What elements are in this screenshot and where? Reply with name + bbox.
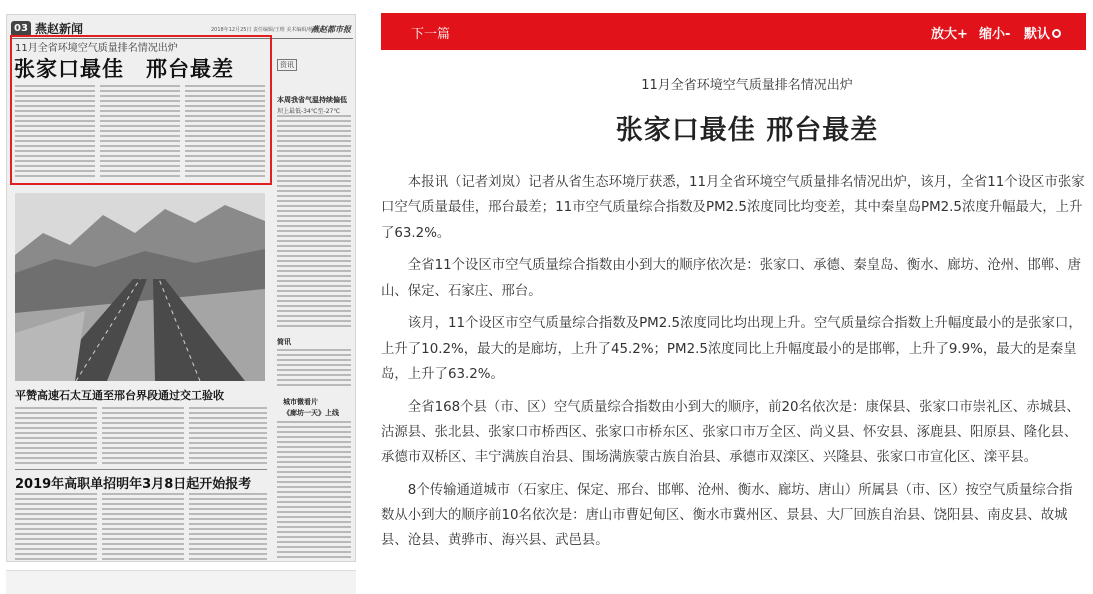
article-paragraph: 8个传输通道城市（石家庄、保定、邢台、邯郸、沧州、衡水、廊坊、唐山）所属县（市、区）按空气质量综合指数从小到大的顺序前10名依次是：唐山市曹妃甸区、衡水市冀州区、景县、大厂回族自治县、饶阳县、南皮县、故城县、沧县、黄骅市、海兴县、武邑县。 <box>381 482 1073 549</box>
date-line: 2018年12月25日 责任编辑/王维 美术编辑/杨宇 <box>211 27 318 33</box>
article-paragraph: 全省168个县（市、区）空气质量综合指数由小到大的顺序，前20名依次是：康保县、张家口市崇礼区、赤城县、沽源县、张北县、张家口市桥西区、张家口市桥东区、张家口市万全区、尚义县、怀安县、涿鹿县、阳原县、隆化县、承德市双桥区、丰宁满族自治县、围场满族蒙古族自治县、承德市双滦区、兴隆县、张家口市宣化区、滦平县。 <box>381 399 1080 466</box>
brief-news-title: 简讯 <box>277 338 291 346</box>
zoom-out-button[interactable]: 缩小- <box>979 27 1011 42</box>
divider <box>15 469 267 470</box>
zoom-in-button[interactable]: 放大+ <box>931 27 968 42</box>
highway-photo <box>15 193 265 381</box>
side-tag: 资讯 <box>277 59 297 71</box>
text-column <box>15 493 97 562</box>
reset-label: 默认 <box>1024 27 1051 42</box>
text-column <box>277 421 351 561</box>
article-toolbar <box>381 13 1086 50</box>
reset-circle-icon <box>1052 29 1061 38</box>
newspaper-logo: 燕赵都市报 <box>311 25 351 34</box>
article-body <box>381 170 1085 561</box>
side-article-subtitle: 坝上最低-34℃至-27℃ <box>277 108 341 115</box>
reset-zoom-button[interactable] <box>1024 23 1061 42</box>
text-column <box>277 115 351 330</box>
article-title: 张家口最佳 邢台最差 <box>615 115 879 146</box>
thumb-article-subtitle: 11月全省环境空气质量排名情况出炉 <box>15 43 178 54</box>
article-paragraph: 该月，11个设区市空气质量综合指数及PM2.5浓度同比均出现上升。空气质量综合指数上升幅度最小的是张家口，上升了10.2%，最大的是廊坊，上升了45.2%；PM2.5浓度同比上升幅度最小的是邯郸，上升了9.9%，最大的是秦皇岛，上升了63.2%。 <box>381 316 1082 382</box>
side-article-title: 本周我省气温持续偏低 <box>277 96 347 104</box>
thumb-article-title: 张家口最佳 邢台最差 <box>14 57 234 81</box>
text-column <box>15 407 97 467</box>
story-title-highway: 平赞高速石太互通至邢台界段通过交工验收 <box>15 389 224 402</box>
section-name: 燕赵新闻 <box>35 22 84 36</box>
text-column <box>189 407 267 467</box>
text-column <box>277 349 351 389</box>
next-article-button[interactable]: 下一篇 <box>411 27 451 42</box>
article-kicker: 11月全省环境空气质量排名情况出炉 <box>641 78 853 93</box>
next-page-thumbnail-edge[interactable] <box>6 570 356 594</box>
article-paragraph: 全省11个设区市空气质量综合指数由小到大的顺序依次是：张家口、承德、秦皇岛、衡水、廊坊、沧州、邯郸、唐山、保定、石家庄、邢台。 <box>381 258 1081 299</box>
text-column <box>189 493 267 562</box>
story-title-exam: 2019年高职单招明年3月8日起开始报考 <box>15 477 252 492</box>
article-paragraph: 本报讯（记者刘岚）记者从省生态环境厅获悉，11月全省环境空气质量排名情况出炉，该月，全省11个设区市张家口空气质量最佳，邢台最差；11市空气质量综合指数及PM2.5浓度同比均变差，其中秦皇岛PM2.5浓度升幅最大，上升了63.2%。 <box>381 175 1085 241</box>
text-column <box>102 493 184 562</box>
city-column-subtitle: 《廊坊一天》上线 <box>283 409 339 417</box>
selected-article-frame[interactable] <box>10 35 272 185</box>
text-column <box>102 407 184 467</box>
newspaper-page-thumbnail[interactable] <box>6 14 356 562</box>
city-column-title: 城市微看片 <box>283 398 318 406</box>
page-number: 03 <box>11 21 31 37</box>
